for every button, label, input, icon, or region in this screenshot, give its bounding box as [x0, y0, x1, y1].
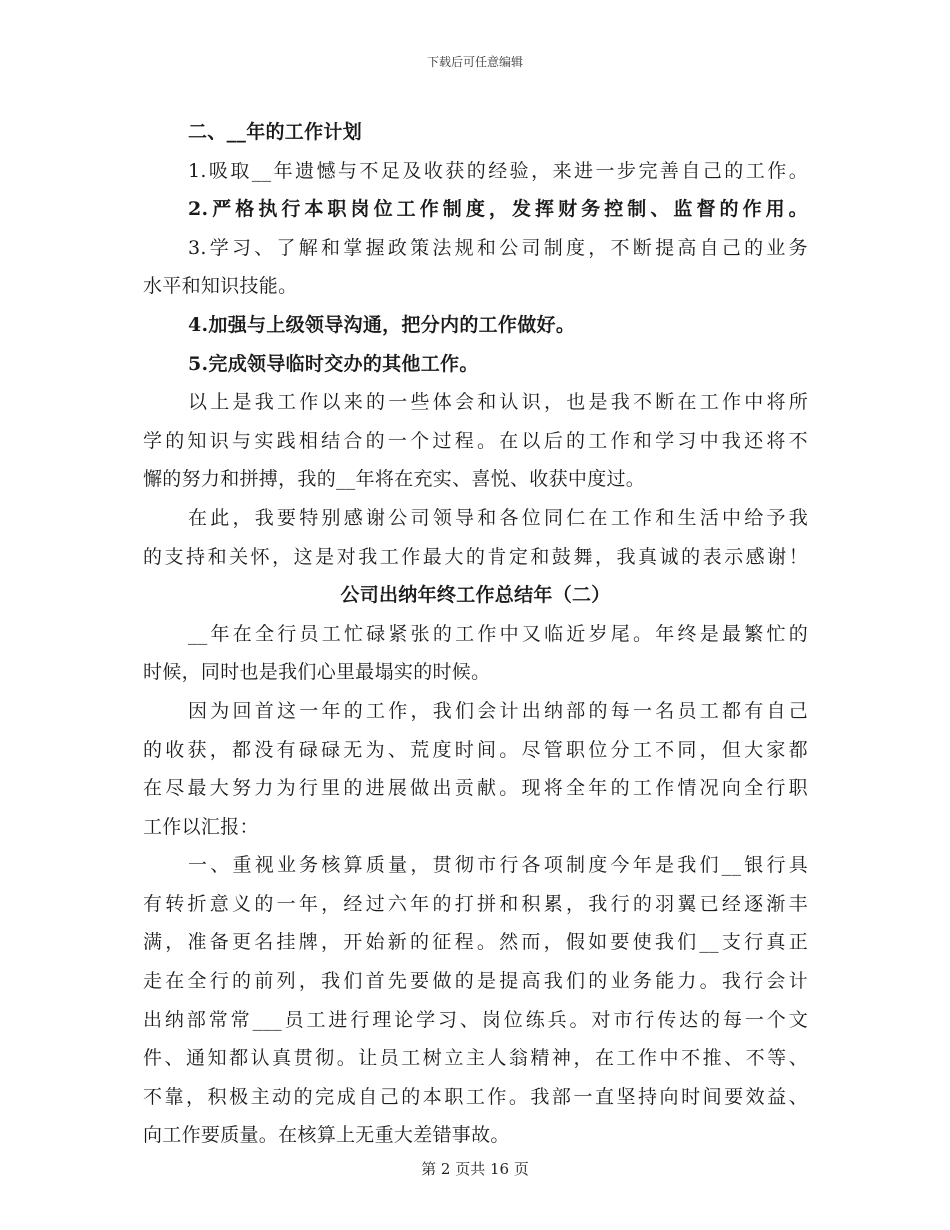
paragraph-line: 一、重视业务核算质量，贯彻市行各项制度今年是我们__银行具: [188, 854, 808, 877]
paragraph-line: 以上是我工作以来的一些体会和认识，也是我不断在工作中将所: [188, 391, 808, 414]
paragraph-line: 走在全行的前列，我们首先要做的是提高我们的业务能力。我行会计: [143, 970, 808, 993]
paragraph-line: 有转折意义的一年，经过六年的打拼和积累，我行的羽翼已经逐渐丰: [143, 892, 808, 915]
list-item: 3.学习、了解和掌握政策法规和公司制度，不断提高自己的业务: [188, 236, 808, 259]
list-item: 4.加强与上级领导沟通，把分内的工作做好。: [188, 313, 576, 336]
list-item: 5.完成领导临时交办的其他工作。: [188, 352, 479, 375]
paragraph-line: 向工作要质量。在核算上无重大差错事故。: [143, 1124, 510, 1147]
list-item: 1.吸取__年遗憾与不足及收获的经验，来进一步完善自己的工作。: [188, 159, 808, 182]
list-item: 2.严格执行本职岗位工作制度，发挥财务控制、监督的作用。: [188, 198, 808, 221]
section-heading: 二、__年的工作计划: [188, 121, 363, 143]
paragraph-line: 件、通知都认真贯彻。让员工树立主人翁精神，在工作中不推、不等、: [143, 1047, 808, 1070]
paragraph-line: 的收获，都没有碌碌无为、荒度时间。尽管职位分工不同，但大家都: [143, 738, 808, 761]
paragraph-line: 出纳部常常___员工进行理论学习、岗位练兵。对市行传达的每一个文: [143, 1008, 808, 1031]
paragraph-line: __年在全行员工忙碌紧张的工作中又临近岁尾。年终是最繁忙的: [188, 622, 808, 645]
paragraph-line: 时候，同时也是我们心里最塌实的时候。: [143, 661, 491, 684]
document-body: [143, 113, 808, 1155]
paragraph-line: 的支持和关怀，这是对我工作最大的肯定和鼓舞，我真诚的表示感谢！: [143, 545, 808, 568]
page-header: 下载后可任意编辑: [426, 55, 523, 69]
document-title: 公司出纳年终工作总结年（二）: [340, 584, 611, 607]
paragraph-line: 在此，我要特别感谢公司领导和各位同仁在工作和生活中给予我: [188, 506, 808, 529]
paragraph-line: 学的知识与实践相结合的一个过程。在以后的工作和学习中我还将不: [143, 429, 808, 452]
paragraph-line: 满，准备更名挂牌，开始新的征程。然而，假如要使我们__支行真正: [143, 931, 808, 954]
paragraph-line: 因为回首这一年的工作，我们会计出纳部的每一名员工都有自己: [188, 699, 808, 722]
paragraph-line: 不靠，积极主动的完成自己的本职工作。我部一直坚持向时间要效益、: [143, 1085, 808, 1108]
paragraph-line: 工作以汇报：: [143, 815, 259, 838]
page-footer: 第 2 页共 16 页: [421, 1160, 529, 1178]
paragraph-line: 在尽最大努力为行里的进展做出贡献。现将全年的工作情况向全行职: [143, 777, 808, 800]
list-item-continuation: 水平和知识技能。: [143, 275, 298, 298]
paragraph-line: 懈的努力和拼搏，我的__年将在充实、喜悦、收获中度过。: [143, 468, 646, 491]
